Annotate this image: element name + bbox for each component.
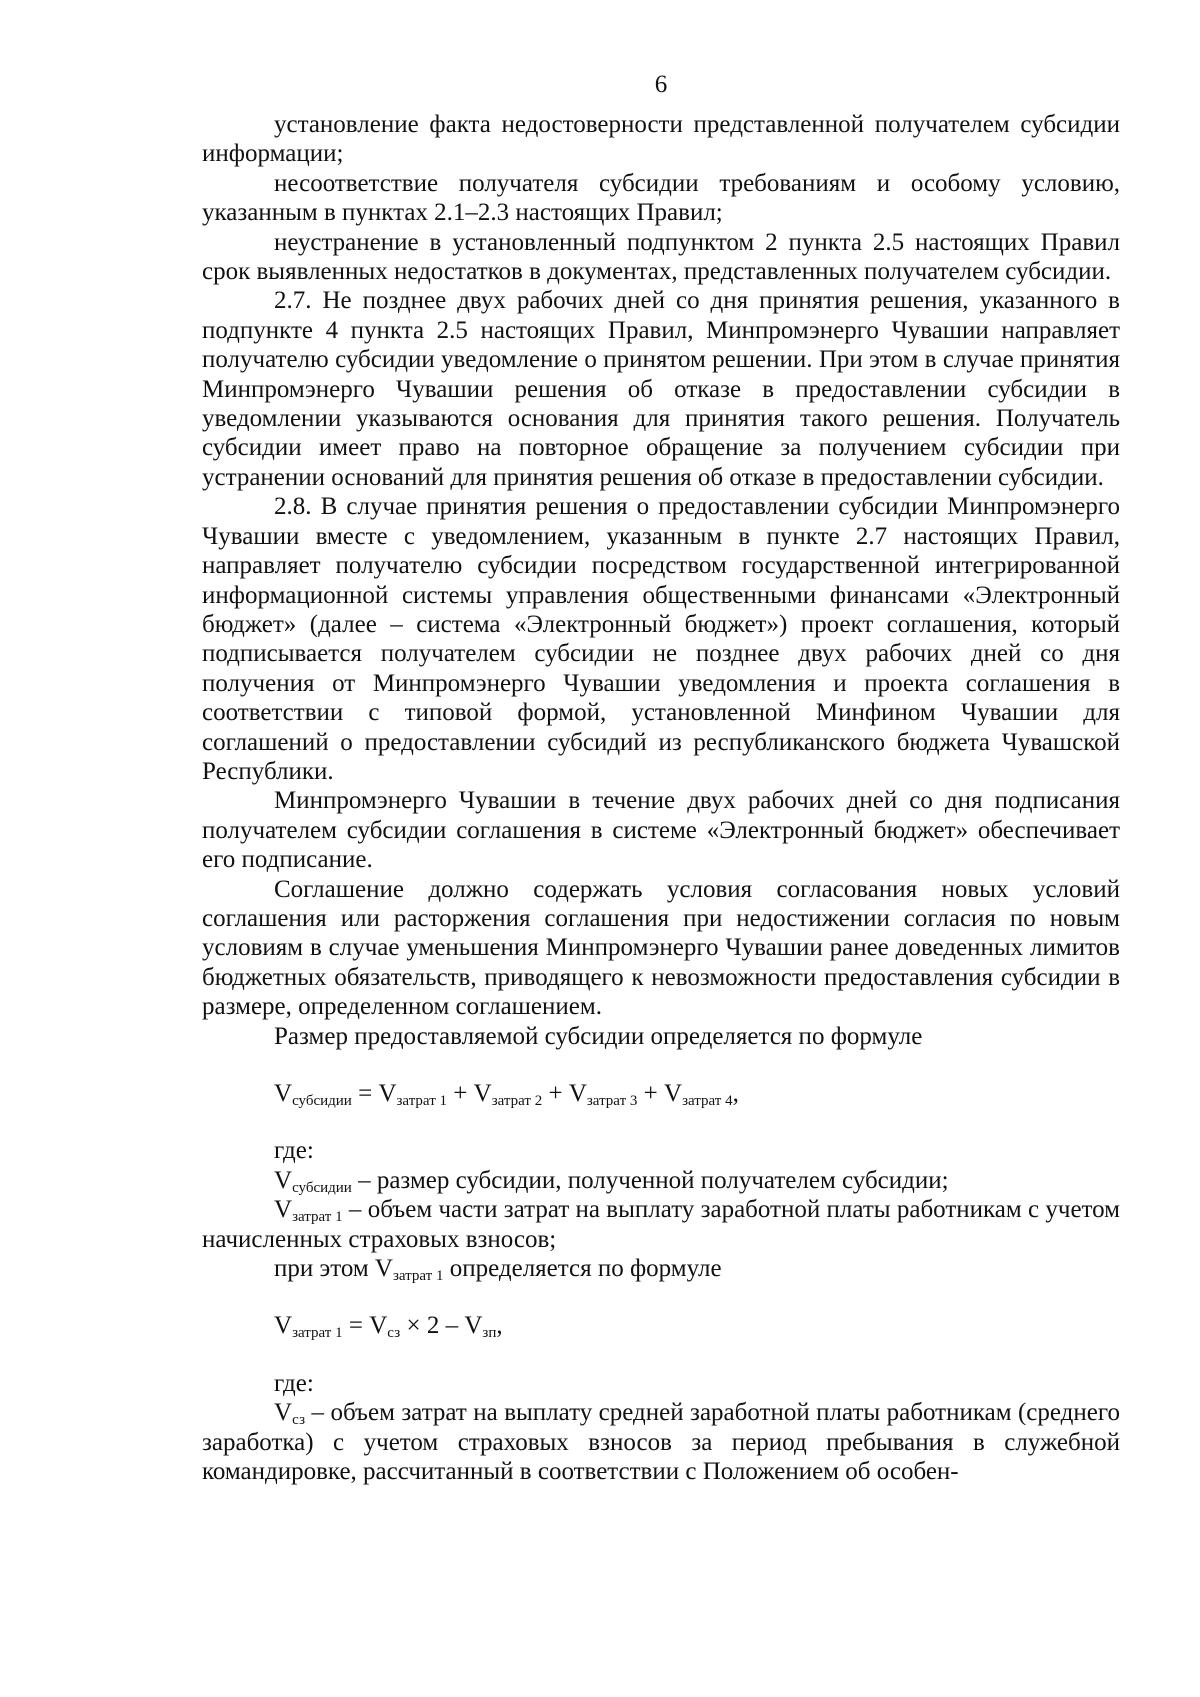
definition-text: – объем части затрат на выплату заработной платы работникам с учетом начисленных страховых взносов; [202, 1196, 1120, 1253]
formula-operator: + [542, 1080, 569, 1107]
formula-subscript: сз [387, 1325, 401, 1342]
formula-costs-1-intro [202, 1254, 1120, 1283]
definition-text: – размер субсидии, полученной получателем субсидии; [351, 1166, 949, 1194]
paragraph-agreement-terms: Соглашение должно содержать условия согласования новых условий соглашения или расторжения соглашения при недостижении согласия по новым условиям в случае уменьшения Минпромэнерго Чувашии ранее доведенных лимитов бюджетных обязательств, приводящего к невозможности предоставления субсидии в размере, определенном соглашением. [202, 875, 1120, 1021]
where-label-1: где: [274, 1137, 314, 1165]
definition-average-salary [202, 1398, 1120, 1486]
paragraph-2-8: 2.8. В случае принятия решения о предоставлении субсидии Минпромэнерго Чувашии вместе с уведомлением, указанным в пункте 2.7 настоящих Правил, направляет получателю субсидии посредством государственной интегрированной информационной системы управления общественными финансами «Электронный бюджет» (далее – система «Электронный бюджет») проект соглашения, который подписывается получателем субсидии не позднее двух рабочих дней со дня получения от Минпромэнерго Чувашии уведомления и проекта соглашения в соответствии с типовой формой, установленной Минфином Чувашии для соглашений о предоставлении субсидий из республиканского бюджета Чувашской Республики. [202, 493, 1120, 785]
formula-symbol: V [664, 1080, 683, 1107]
paragraph-2-7: 2.7. Не позднее двух рабочих дней со дня принятия решения, указанного в подпункте 4 пункта 2.5 настоящих Правил, Минпромэнерго Чувашии направляет получателю субсидии уведомление о принятом решении. При этом в случае принятия Минпромэнерго Чувашии решения об отказе в предоставлении субсидии в уведомлении указываются основания для принятия такого решения. Получатель субсидии имеет право на повторное обращение за получением субсидии при устранении оснований для принятия решения об отказе в предоставлении субсидии. [202, 287, 1120, 491]
paragraph-3: неустранение в установленный подпунктом 2 пункта 2.5 настоящих Правил срок выявленных недостатков в документах, представленных получателем субсидии. [202, 228, 1120, 286]
formula-operator: = [342, 1312, 370, 1340]
definition-subsidy [202, 1166, 1120, 1195]
formula-tail: , [496, 1312, 503, 1340]
formula-operator: × 2 – [400, 1312, 465, 1340]
intro-text: определяется по формуле [443, 1255, 722, 1283]
formula-operator: + [447, 1080, 474, 1107]
formula-subscript: затрат 1 [292, 1209, 343, 1226]
formula-symbol: V [464, 1312, 483, 1340]
formula-subscript: затрат 1 [396, 1093, 448, 1109]
formula-subscript: затрат 1 [292, 1325, 343, 1342]
formula-symbol: V [568, 1080, 587, 1107]
formula-symbol: V [274, 1399, 293, 1427]
formula-symbol: V [274, 1080, 293, 1107]
formula-operator: = [351, 1080, 379, 1107]
formula-symbol: V [274, 1166, 293, 1194]
paragraph-formula-intro: Размер предоставляемой субсидии определяется по формуле [274, 1022, 923, 1050]
definition-costs-1 [202, 1195, 1120, 1254]
paragraph-signing: Минпромэнерго Чувашии в течение двух рабочих дней со дня подписания получателем субсидии соглашения в системе «Электронный бюджет» обеспечивает его подписание. [202, 787, 1120, 874]
where-label-2: где: [274, 1369, 314, 1397]
paragraph-2: несоответствие получателя субсидии требованиям и особому условию, указанным в пунктах 2.1–2.3 настоящих Правил; [202, 169, 1120, 227]
formula-costs-1 [202, 1311, 1120, 1340]
formula-subscript: субсидии [292, 1093, 352, 1109]
formula-subscript: зп [482, 1325, 497, 1342]
intro-text: при этом V [274, 1255, 393, 1283]
formula-subscript: затрат 3 [586, 1093, 638, 1109]
formula-subscript: затрат 1 [392, 1268, 444, 1285]
formula-symbol: V [274, 1196, 293, 1224]
paragraph-1: установление факта недостоверности представленной получателем субсидии информации; [202, 111, 1120, 168]
document-page [202, 70, 1120, 1486]
formula-symbol: V [473, 1080, 492, 1107]
formula-symbol: V [274, 1312, 293, 1340]
page-number: 6 [654, 71, 668, 98]
formula-symbol: V [369, 1312, 388, 1340]
formula-subscript: затрат 4 [682, 1093, 733, 1109]
formula-operator: + [637, 1080, 664, 1107]
formula-tail: , [732, 1080, 739, 1107]
formula-symbol: V [378, 1080, 397, 1107]
formula-subscript: сз [292, 1412, 306, 1429]
definition-text: – объем затрат на выплату средней заработной платы работникам (среднего заработка) с учетом страховых взносов за период пребывания в служебной командировке, рассчитанный в соответствии с Положением об особен- [202, 1399, 1120, 1486]
formula-subsidy [202, 1079, 1120, 1108]
formula-subscript: затрат 2 [491, 1093, 543, 1109]
formula-subscript: субсидии [292, 1179, 352, 1196]
